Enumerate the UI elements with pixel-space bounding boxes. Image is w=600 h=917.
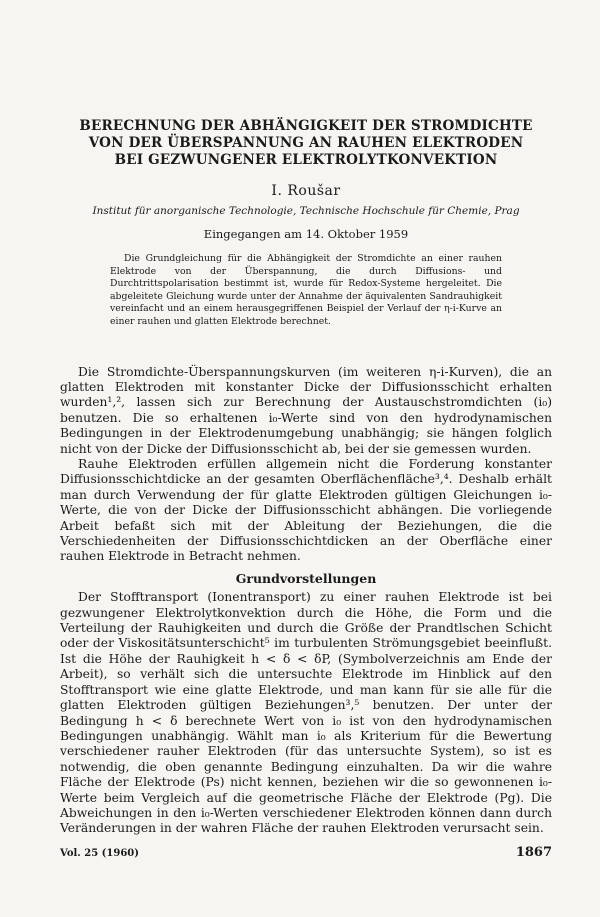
abstract: Die Grundgleichung für die Abhängigkeit der Stromdichte an einer rauhen Elektrode von der Überspannung, die durch Diffusions- und Durchtrittspolarisation bestimmt ist, wurde für Redox-Systeme hergeleitet. Die abgeleitete Gleichung wurde unter der Annahme der äquivalenten Sandrauhigkeit vereinfacht und an einem herausgegriffenen Beispiel der Verlauf der η-i-Kurve an einer rauhen und glatten Elektrode berechnet. — [110, 253, 502, 327]
journal-volume: Vol. 25 (1960) — [60, 848, 139, 859]
page-number: 1867 — [515, 845, 552, 860]
article-title — [60, 118, 552, 169]
article-body — [60, 365, 552, 837]
title-line-2: VON DER ÜBERSPANNUNG AN RAUHEN ELEKTRODEN — [88, 135, 524, 151]
author-affiliation: Institut für anorganische Technologie, Technische Hochschule für Chemie, Prag — [92, 205, 520, 217]
page-footer — [60, 845, 552, 860]
title-line-3: BEI GEZWUNGENER ELEKTROLYTKONVEKTION — [114, 152, 498, 168]
body-paragraph-3: Der Stofftransport (Ionentransport) zu einer rauhen Elektrode ist bei gezwungener Elektrolytkonvektion durch die Höhe, die Form und die Verteilung der Rauhigkeiten und durch die Größe der Prandtlschen Schicht oder der Viskositätsunterschicht⁵ im turbulenten Strömungsgebiet beeinflußt. Ist die Höhe der Rauhigkeit h < δ < δP, (Symbolverzeichnis am Ende der Arbeit), so verhält sich die untersuchte Elektrode im Hinblick auf den Stofftransport wie eine glatte Elektrode, und man kann für sie alle für die glatten Elektroden gültigen Beziehungen³,⁵ benutzen. Der unter der Bedingung h < δ berechnete Wert von i₀ ist von den hydrodynamischen Bedingungen unabhängig. Wählt man i₀ als Kriterium für die Bewertung verschiedener rauher Elektroden (für das untersuchte System), so ist es notwendig, die oben genannte Bedingung einzuhalten. Da wir die wahre Fläche der Elektrode (Ps) nicht kennen, beziehen wir die so gewonnenen i₀-Werte beim Vergleich auf die geometrische Fläche der Elektrode (Pg). Die Abweichungen in den i₀-Werten verschiedener Elektroden können dann durch Veränderungen in der wahren Fläche der rauhen Elektroden verursacht sein. — [60, 590, 552, 836]
title-line-1: BERECHNUNG DER ABHÄNGIGKEIT DER STROMDICHTE — [79, 118, 533, 134]
section-heading: Grundvorstellungen — [235, 570, 377, 586]
author-name: I. Roušar — [271, 183, 341, 199]
body-paragraph-1: Die Stromdichte-Überspannungskurven (im weiteren η-i-Kurven), die an glatten Elektroden mit konstanter Dicke der Diffusionsschicht erhalten wurden¹,², lassen sich zur Berechnung der Austauschstromdichten (i₀) benutzen. Die so erhaltenen i₀-Werte sind von den hydrodynamischen Bedingungen in der Elektrodenumgebung unabhängig; sie hängen folglich nicht von der Dicke der Diffusionsschicht ab, bei der sie gemessen wurden. — [60, 364, 552, 456]
received-date: Eingegangen am 14. Oktober 1959 — [203, 227, 409, 241]
body-paragraph-2: Rauhe Elektroden erfüllen allgemein nicht die Forderung konstanter Diffusionsschichtdicke an der gesamten Oberflächenfläche³,⁴. Deshalb erhält man durch Verwendung der für glatte Elektroden gültigen Gleichungen i₀-Werte, die von der Dicke der Diffusionsschicht abhängen. Die vorliegende Arbeit befaßt sich mit der Ableitung der Beziehungen, die die Verschiedenheiten der Diffusionsschichtdicken an der Oberfläche einer rauhen Elektrode in Betracht nehmen. — [60, 457, 552, 564]
